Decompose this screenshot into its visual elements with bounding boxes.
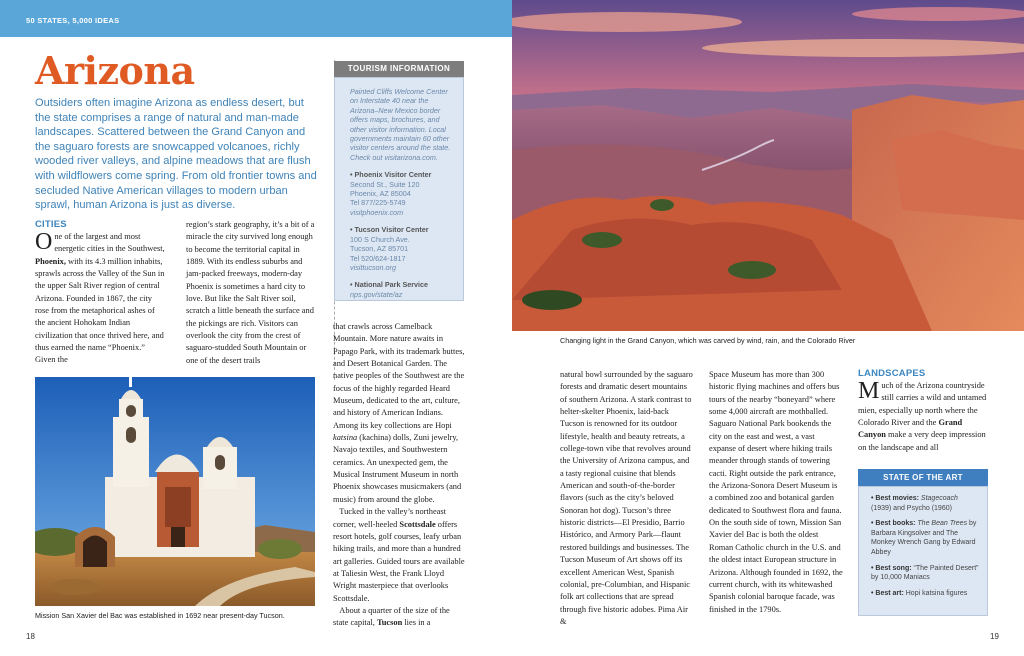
cities-col-1: One of the largest and most energetic cities in the Southwest, Phoenix, with its 4.3 million inhabits, sprawls across the Valley of the Sun in the upper Salt River region of central Arizona. Founded in 1867, the city rose from the metaphorical ashes of the ancient Hohokam Indian civilization that once thrived here, and thus earned the name “Phoenix.” Given the	[35, 229, 165, 365]
series-title: 50 STATES, 5,000 IDEAS	[26, 16, 120, 25]
mission-photo	[35, 377, 315, 606]
tourism-entry-title: • Phoenix Visitor Center	[350, 170, 432, 180]
tourism-entry-line: Second St., Suite 120	[350, 179, 420, 189]
page-title: Arizona	[35, 48, 195, 93]
header-band	[0, 0, 512, 37]
intro-paragraph: Outsiders often imagine Arizona as endless desert, but the state comprises a range of natural and man-made landscapes. Scattered between the Grand Canyon and the saguaro forests are snowcapped volcanoes, richly wooded river valleys, and alpine meadows that are flush with wildflowers come spring. From old frontier towns and secluded Native American villages to modern urban sprawl, human Arizona is just as diverse.	[35, 97, 317, 212]
state-of-art-box	[858, 486, 988, 616]
cities-col-4: natural bowl surrounded by the saguaro forests and dramatic desert mountains of southern Arizona. A stark contrast to helter-skelter Phoenix, laid-back Tucson is renowned for its outdoor lifestyle, health and beauty retreats, a college-town vibe that revolves around the University of Arizona campus, and a tasty regional cuisine that blends American and south-of-the-border flavors (such as the city’s beloved Sonoran hot dog). Tucson’s three historic districts—El Presidio, Barrio Histórico, and Armory Park—flaunt restored buildings and businesses. The Tucson Museum of Art shows off its excellent American West, Spanish colonial, pre-Columbian, and Hispanic folk art collections that are spread through five historic adobes. Pima Air &	[560, 370, 693, 626]
caption-right: Changing light in the Grand Canyon, which was carved by wind, rain, and the Colorado River	[560, 336, 856, 345]
cities-col-3: that crawls across Camelback Mountain. More nature awaits in Papago Park, with its trademark buttes, and Desert Botanical Garden. The native peoples of the Southwest are the focus of the highly regarded Heard Museum, dedicated to the art, culture, and history of American Indians. Among its key collections are Hopi katsina (kachina) dolls, Zuni jewelry, Navajo textiles, and Southwestern ceramics. An unexpected gem, the Musical Instrument Museum in north Phoenix showcases musicmakers (and music) from around the globe. Tucked in the valley’s northeast corner, well-heeled Scottsdale offers resort hotels, golf courses, leafy urban hiking trails, and more than a hundred art galleries. Guided tours are available at Taliesin West, the Frank Lloyd Wright masterpiece that overlooks Scottsdale. About a quarter of the size of the state capital, Tucson lies in a	[333, 322, 465, 628]
tourism-intro: Painted Cliffs Welcome Center on Interstate 40 near the Arizona–New Mexico border offers maps, brochures, and other visitor information. Local governments maintain 60 other visitor centers around the state. Check out visitarizona.com.	[350, 87, 451, 162]
tourism-entry-line: Tel 877/225-5749	[350, 198, 406, 208]
tourism-entry-title: • Tucson Visitor Center	[350, 225, 429, 235]
state-of-art-item: • Best song: “The Painted Desert” by 10,000 Maniacs	[871, 564, 979, 582]
state-of-art-item: • Best books: The Bean Trees by Barbara Kingsolver and The Monkey Wrench Gang by Edward Abbey	[871, 520, 977, 556]
dropcap: O	[35, 229, 53, 255]
tourism-entry-url[interactable]: visitphoenix.com	[350, 207, 404, 217]
state-of-art-heading: STATE OF THE ART	[858, 469, 988, 486]
state-of-art-item: • Best art: Hopi katsina figures	[871, 589, 968, 597]
landscapes-heading: LANDSCAPES	[858, 368, 926, 379]
tourism-entry-url[interactable]: visittucson.org	[350, 262, 396, 272]
tourism-entry-line: Tel 520/624-1817	[350, 253, 406, 263]
cities-col-2: region’s stark geography, it’s a bit of a miracle the city survived long enough to become the territorial capital in 1889. With its endless suburbs and jam-packed freeways, modern-day Phoenix is sometimes a hard city to love. But like the Salt River soil, scratch a little beneath the surface and the pickings are rich. Visitors can overlook the city from the crest of saguaro-studded South Mountain or one of the desert trails	[186, 220, 315, 365]
page-number-left: 18	[26, 632, 35, 641]
landscapes-text: Much of the Arizona countryside still carries a wild and untamed mien, especially up north where the Colorado River and the Grand Canyon make a very deep impression on the landscape and all	[858, 378, 987, 452]
tourism-entry-title: • National Park Service	[350, 280, 429, 290]
tourism-entry-url[interactable]: nps.gov/state/az	[350, 289, 403, 299]
tourism-heading: TOURISM INFORMATION	[334, 61, 464, 77]
tourism-entry-line: Phoenix, AZ 85004	[350, 189, 411, 199]
tourism-entry-line: Tucson, AZ 85701	[350, 244, 409, 254]
grand-canyon-photo	[512, 0, 1024, 331]
tourism-entry-line: 100 S Church Ave.	[350, 234, 410, 244]
caption-left: Mission San Xavier del Bac was established in 1692 near present-day Tucson.	[35, 611, 285, 620]
state-of-art-item: • Best movies: Stagecoach (1939) and Psycho (1960)	[871, 495, 958, 512]
tourism-box	[334, 77, 464, 301]
dropcap-m: M	[858, 378, 880, 404]
cities-col-5: Space Museum has more than 300 historic flying machines and offers bus tours of the nearby “boneyard” where some 4,000 aircraft are mothballed. Saguaro National Park bookends the city on the east and west, a vast expanse of desert where hiking trails meander through stands of towering cacti. Right outside the park entrance, the Arizona-Sonora Desert Museum is a combined zoo and botanical garden dedicated to Southwest flora and fauna. On the south side of town, Mission San Xavier del Bac is both the oldest Roman Catholic church in the U.S. and the oldest intact European structure in Arizona. Although founded in 1692, the current church, with its whitewashed Spanish colonial baroque facade, was finished in the 1790s.	[709, 370, 843, 614]
cities-heading: CITIES	[35, 219, 67, 230]
page-number-right: 19	[990, 632, 999, 641]
